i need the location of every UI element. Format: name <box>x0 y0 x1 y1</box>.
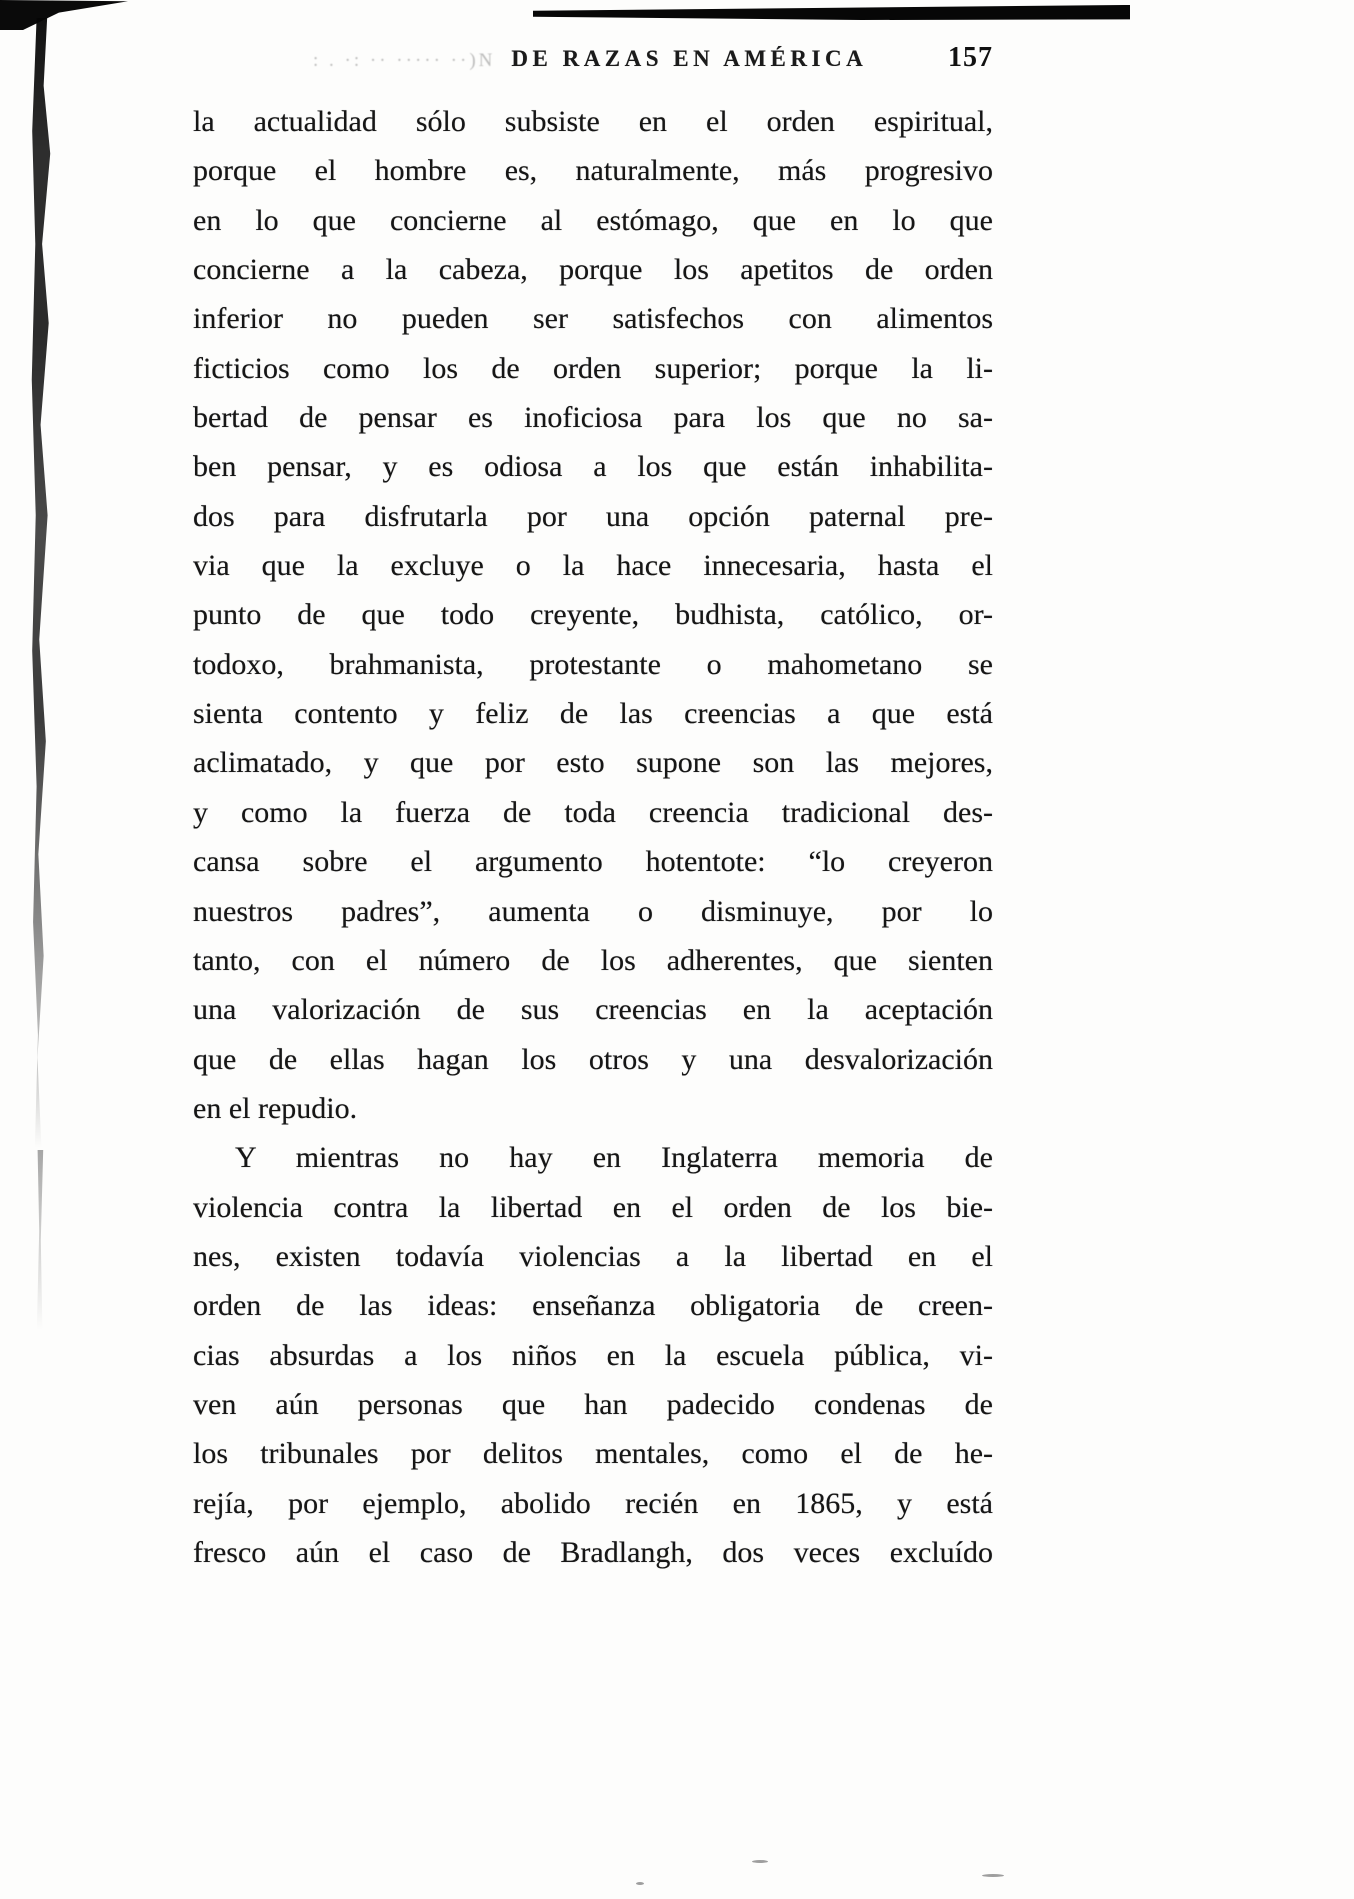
text-line: dos para disfrutarla por una opción paternal pre- <box>193 499 993 533</box>
text-line: ven aún personas que han padecido condenas de <box>193 1387 993 1421</box>
text-line: nes, existen todavía violencias a la libertad en el <box>193 1239 993 1273</box>
scan-artifact-speck <box>752 1860 768 1863</box>
scan-artifact-speck <box>636 1882 644 1885</box>
text-line: y como la fuerza de toda creencia tradicional des- <box>193 795 993 829</box>
text-line: una valorización de sus creencias en la aceptación <box>193 993 993 1027</box>
text-line: cias absurdas a los niños en la escuela pública, vi- <box>193 1338 993 1372</box>
text-line: que de ellas hagan los otros y una desvalorización <box>193 1042 993 1076</box>
text-line: nuestros padres”, aumenta o disminuye, por lo <box>193 894 993 928</box>
header-faded-fragment: : . ·: ·· ····· ··)N <box>313 50 496 71</box>
text-line: violencia contra la libertad en el orden de los bie- <box>193 1190 993 1224</box>
header-title: DE RAZAS EN AMÉRICA <box>511 46 868 71</box>
page-header <box>193 42 993 74</box>
text-line: la actualidad sólo subsiste en el orden espiritual, <box>193 105 993 138</box>
text-line: en el repudio. <box>193 1091 358 1125</box>
scan-artifact-top-bar <box>533 5 1130 20</box>
text-line: en lo que concierne al estómago, que en lo que <box>193 203 993 237</box>
scan-artifact-corner-wedge <box>0 0 128 30</box>
text-line: inferior no pueden ser satisfechos con alimentos <box>193 302 993 336</box>
text-line: bertad de pensar es inoficiosa para los que no sa- <box>193 401 993 435</box>
scan-artifact-speck <box>982 1874 1004 1877</box>
body-text-block <box>193 97 993 1577</box>
scan-artifact-left-binding-streak <box>30 18 52 1148</box>
text-line: orden de las ideas: enseñanza obligatoria de creen- <box>193 1289 993 1323</box>
text-line: sienta contento y feliz de las creencias a que está <box>193 697 993 731</box>
text-line: los tribunales por delitos mentales, como el de he- <box>193 1437 993 1471</box>
text-line: ben pensar, y es odiosa a los que están inhabilita- <box>193 450 993 484</box>
page-number: 157 <box>948 42 993 73</box>
text-line: concierne a la cabeza, porque los apetitos de orden <box>193 253 993 287</box>
text-line: ficticios como los de orden superior; porque la li- <box>193 351 993 385</box>
text-line: fresco aún el caso de Bradlangh, dos veces excluído <box>193 1535 993 1569</box>
text-line: aclimatado, y que por esto supone son las mejores, <box>193 746 993 780</box>
text-line: porque el hombre es, naturalmente, más progresivo <box>193 154 993 188</box>
text-line: todoxo, brahmanista, protestante o mahometano se <box>193 647 993 681</box>
scan-artifact-left-streak-tail <box>36 1150 44 1330</box>
text-line: punto de que todo creyente, budhista, católico, or- <box>193 598 993 632</box>
text-line: rejía, por ejemplo, abolido recién en 1865, y está <box>193 1486 993 1520</box>
text-line: Y mientras no hay en Inglaterra memoria de <box>235 1141 993 1175</box>
text-line: tanto, con el número de los adherentes, que sienten <box>193 943 993 977</box>
text-line: cansa sobre el argumento hotentote: “lo creyeron <box>193 845 993 879</box>
text-line: via que la excluye o la hace innecesaria, hasta el <box>193 549 993 583</box>
